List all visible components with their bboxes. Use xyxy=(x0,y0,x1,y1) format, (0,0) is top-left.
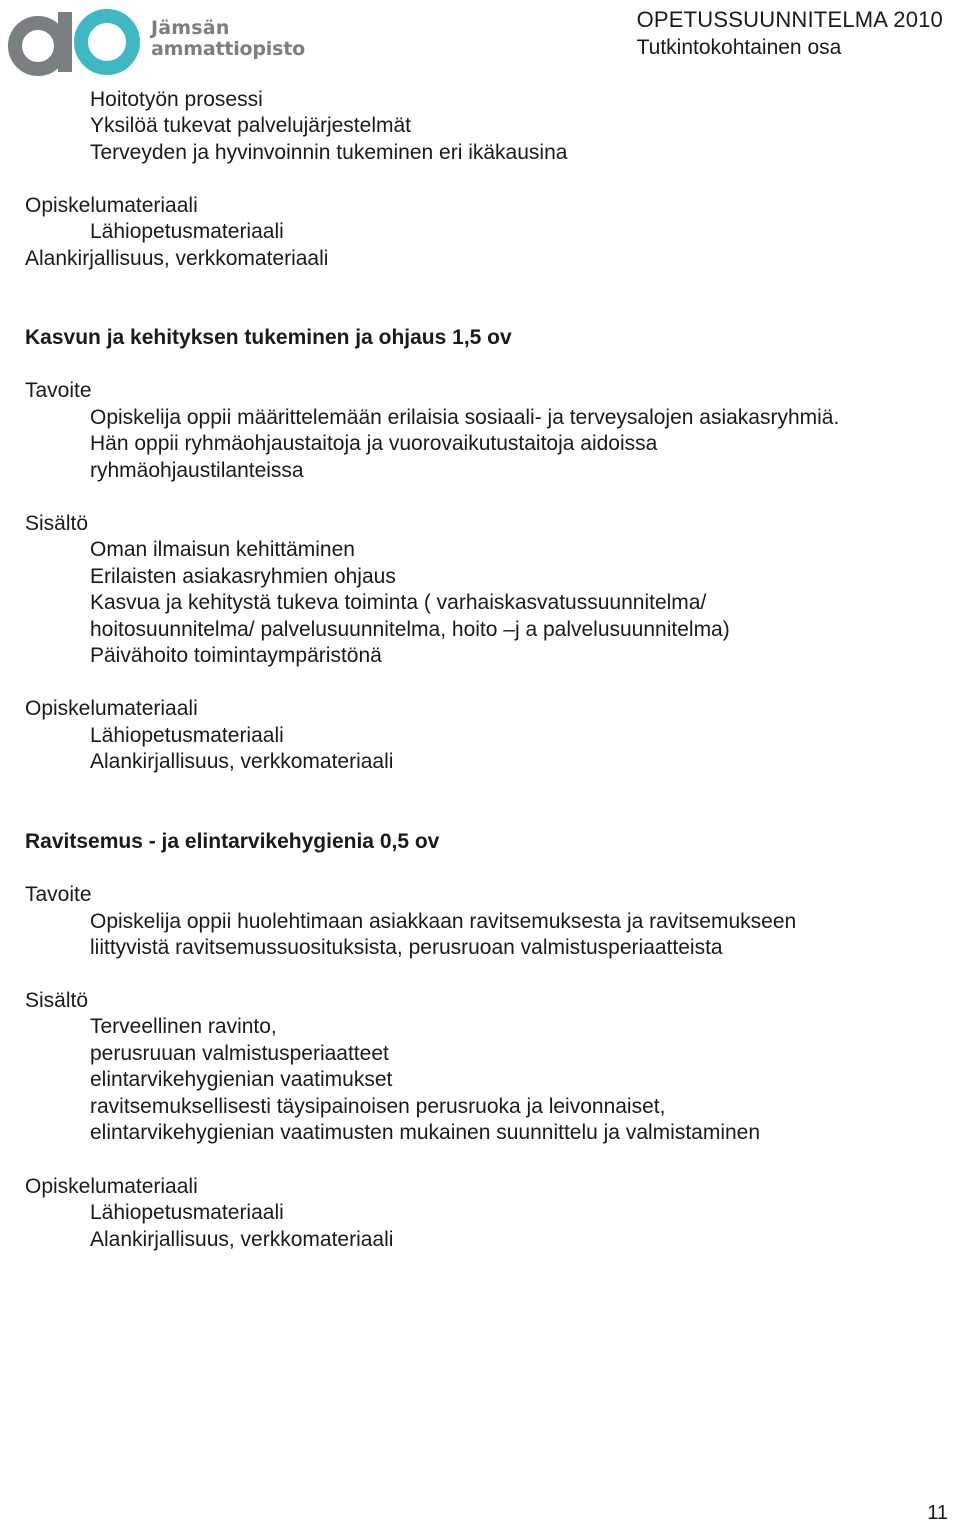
goal-label: Tavoite xyxy=(25,883,92,906)
content-line: elintarvikehygienian vaatimukset xyxy=(90,1068,393,1091)
materials-label: Opiskelumateriaali xyxy=(25,697,198,720)
document-header xyxy=(637,6,943,62)
materials-item: Alankirjallisuus, verkkomateriaali xyxy=(25,247,329,270)
content-line: Oman ilmaisun kehittäminen xyxy=(90,538,355,561)
logo-line-2: ammattiopisto xyxy=(151,37,305,60)
document-subtitle: Tutkintokohtainen osa xyxy=(636,36,842,59)
content-line: Kasvua ja kehitystä tukeva toiminta ( varhaiskasvatussuunnitelma/ xyxy=(90,591,707,614)
goal-line: Opiskelija oppii huolehtimaan asiakkaan ravitsemuksesta ja ravitsemukseen xyxy=(90,910,797,933)
section-title: Ravitsemus - ja elintarvikehygienia 0,5 ov xyxy=(25,830,440,853)
content-line: elintarvikehygienian vaatimusten mukainen suunnittelu ja valmistaminen xyxy=(90,1121,761,1144)
section-title: Kasvun ja kehityksen tukeminen ja ohjaus 1,5 ov xyxy=(25,326,512,349)
materials-label: Opiskelumateriaali xyxy=(25,1175,198,1198)
content-line: ravitsemuksellisesti täysipainoisen perusruoka ja leivonnaiset, xyxy=(90,1095,666,1118)
content-line: perusruuan valmistusperiaatteet xyxy=(90,1042,389,1065)
content-line: Päivähoito toimintaympäristönä xyxy=(90,644,382,667)
content-item: Yksilöä tukevat palvelujärjestelmät xyxy=(90,114,411,137)
page-number: 11 xyxy=(927,1502,948,1524)
materials-item: Lähiopetusmateriaali xyxy=(90,1201,284,1224)
content-label: Sisältö xyxy=(25,989,89,1012)
materials-item: Alankirjallisuus, verkkomateriaali xyxy=(90,750,394,773)
document-title: OPETUSSUUNNITELMA 2010 xyxy=(636,7,943,32)
goal-line: liittyvistä ravitsemussuosituksista, perusruoan valmistusperiaatteista xyxy=(90,936,723,959)
ao-logo-icon xyxy=(0,2,150,78)
logo-wordmark xyxy=(151,18,305,60)
content-line: Erilaisten asiakasryhmien ohjaus xyxy=(90,565,396,588)
goal-line: ryhmäohjaustilanteissa xyxy=(90,459,304,482)
content-line: hoitosuunnitelma/ palvelusuunnitelma, hoito –j a palvelusuunnitelma) xyxy=(90,618,730,641)
logo-line-1: Jämsän xyxy=(151,17,230,39)
content-label: Sisältö xyxy=(25,512,89,535)
materials-item: Lähiopetusmateriaali xyxy=(90,724,284,747)
materials-item: Alankirjallisuus, verkkomateriaali xyxy=(90,1228,394,1251)
materials-item: Lähiopetusmateriaali xyxy=(90,220,284,243)
content-item: Terveyden ja hyvinvoinnin tukeminen eri ikäkausina xyxy=(90,141,568,164)
materials-label: Opiskelumateriaali xyxy=(25,194,198,217)
school-logo xyxy=(0,2,305,78)
content-item: Hoitotyön prosessi xyxy=(90,88,263,111)
content-line: Terveellinen ravinto, xyxy=(90,1015,277,1038)
goal-line: Hän oppii ryhmäohjaustaitoja ja vuorovaikutustaitoja aidoissa xyxy=(90,432,658,455)
goal-label: Tavoite xyxy=(25,379,92,402)
goal-line: Opiskelija oppii määrittelemään erilaisia sosiaali- ja terveysalojen asiakasryhmiä. xyxy=(90,406,840,429)
